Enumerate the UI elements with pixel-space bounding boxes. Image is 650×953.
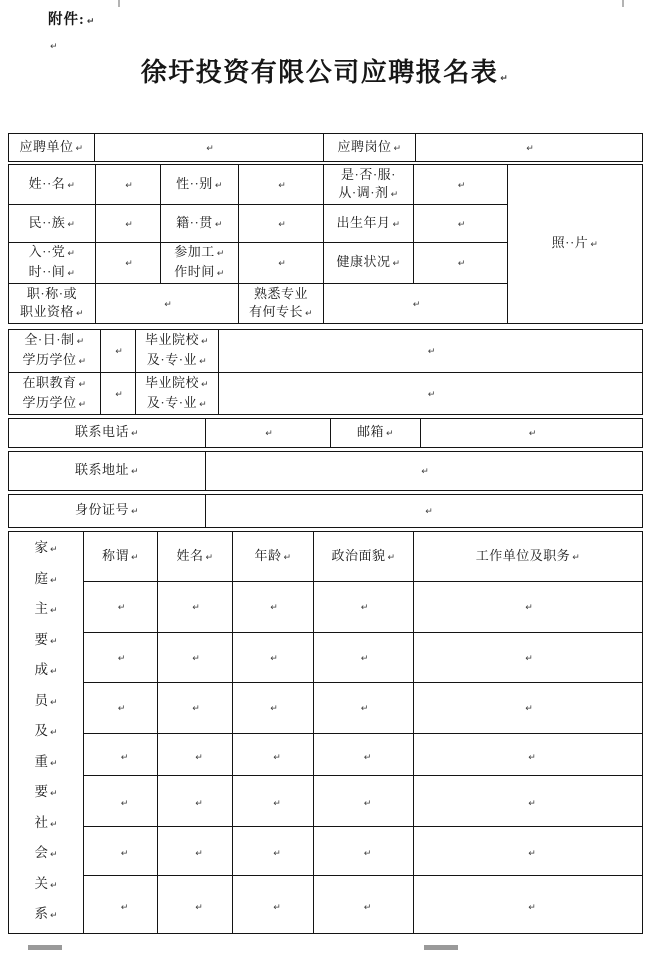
section-family-members	[8, 531, 643, 934]
field-value-gender[interactable]	[239, 165, 324, 205]
field-value-job-title-qualification[interactable]	[96, 284, 239, 324]
paragraph-mark-icon: ↵	[360, 653, 369, 664]
paragraph-mark-icon: ↵	[526, 143, 534, 154]
paragraph-mark-icon: ↵	[130, 507, 140, 517]
label-text: 在职教育	[22, 374, 77, 390]
attachment-label	[48, 8, 95, 29]
paragraph-mark-icon: ↵	[500, 74, 510, 84]
paragraph-mark-icon: ↵	[49, 880, 58, 891]
section-personal	[8, 164, 643, 324]
label-text: 参加工	[174, 244, 215, 259]
label-text: 工作单位及职务	[475, 547, 571, 563]
label-line	[136, 331, 218, 351]
paragraph-mark-icon: ↵	[278, 259, 286, 269]
section-contact-address	[8, 451, 643, 491]
label-text: 学历学位	[22, 352, 77, 367]
paragraph-mark-icon: ↵	[130, 467, 140, 477]
paragraph-mark-icon: ↵	[49, 819, 58, 830]
field-label-contact-phone	[9, 419, 206, 448]
family-cell-r5-work-unit[interactable]	[414, 776, 643, 827]
paragraph-mark-icon: ↵	[117, 704, 126, 714]
label-text: 员	[34, 692, 48, 708]
label-text: 成	[34, 662, 48, 678]
paragraph-mark-icon: ↵	[525, 653, 533, 664]
paragraph-mark-icon: ↵	[75, 143, 84, 154]
label-text: 毕业院校	[144, 374, 199, 390]
paragraph-mark-icon: ↵	[206, 143, 214, 154]
family-header-political-status	[314, 532, 414, 582]
paragraph-mark-icon: ↵	[528, 799, 536, 809]
paragraph-mark-icon: ↵	[117, 653, 126, 664]
label-text: 全·日·制	[24, 332, 75, 347]
paragraph-mark-icon: ↵	[115, 389, 123, 400]
paragraph-mark-icon: ↵	[49, 575, 58, 586]
field-value-ethnicity[interactable]	[96, 205, 161, 243]
label-text: 健康状况	[336, 254, 391, 269]
family-cell-r5-relation[interactable]	[84, 776, 158, 827]
family-cell-r6-name[interactable]	[158, 827, 233, 876]
family-cell-r2-relation[interactable]	[84, 633, 158, 683]
family-cell-r1-age[interactable]	[233, 582, 314, 633]
paragraph-mark-icon: ↵	[49, 545, 58, 556]
field-label-job-title-qualification	[9, 284, 96, 324]
field-label-birth-date	[324, 205, 414, 243]
paragraph-mark-icon: ↵	[273, 849, 281, 859]
paragraph-mark-icon: ↵	[130, 429, 140, 439]
field-label-applying-position	[324, 134, 416, 162]
paragraph-mark-icon: ↵	[572, 552, 581, 563]
label-line	[136, 374, 218, 394]
side-label-char	[9, 748, 83, 779]
family-cell-r7-name[interactable]	[158, 876, 233, 934]
label-text: 要	[34, 631, 48, 647]
paragraph-mark-icon: ↵	[49, 606, 58, 617]
paragraph-mark-icon: ↵	[265, 429, 273, 439]
photo-cell[interactable]	[508, 165, 643, 324]
paragraph-mark-icon: ↵	[363, 902, 372, 913]
text-boundary-mark	[118, 0, 120, 7]
paragraph-mark-icon: ↵	[120, 849, 129, 859]
paragraph-mark-icon: ↵	[125, 259, 133, 269]
paragraph-mark-icon: ↵	[49, 850, 58, 861]
paragraph-mark-icon: ↵	[278, 219, 286, 230]
label-text: 出生年月	[336, 214, 391, 230]
paragraph-mark-icon: ↵	[49, 667, 58, 678]
label-text: 籍··贯	[176, 214, 213, 230]
paragraph-mark-icon: ↵	[49, 728, 58, 739]
family-row	[9, 827, 643, 876]
label-line	[9, 285, 95, 303]
field-label-id-number	[9, 495, 206, 528]
paragraph-mark-icon: ↵	[205, 552, 214, 563]
label-text: 及	[34, 723, 48, 739]
side-label-char	[9, 595, 83, 626]
field-value-inservice-education-degree[interactable]	[101, 373, 136, 415]
label-line	[239, 285, 323, 303]
label-text: 时··间	[28, 264, 66, 279]
paragraph-mark-icon: ↵	[75, 308, 85, 319]
paragraph-mark-icon: ↵	[392, 219, 401, 230]
paragraph-mark-icon: ↵	[412, 299, 421, 310]
paragraph-mark-icon: ↵	[427, 389, 436, 400]
field-label-gender	[161, 165, 239, 205]
label-text: 家	[34, 540, 48, 556]
paragraph-mark-icon: ↵	[49, 636, 58, 647]
paragraph-mark-icon: ↵	[528, 429, 537, 439]
label-text: 要	[34, 784, 48, 800]
paragraph-mark-icon: ↵	[49, 911, 58, 922]
family-cell-r6-work-unit[interactable]	[414, 827, 643, 876]
paragraph-mark-icon: ↵	[125, 180, 133, 191]
field-value-obey-adjustment[interactable]	[414, 165, 508, 205]
paragraph-mark-icon: ↵	[67, 219, 76, 230]
paragraph-mark-icon: ↵	[195, 849, 203, 859]
paragraph-mark-icon: ↵	[67, 249, 76, 259]
label-line	[9, 331, 100, 351]
family-row	[9, 876, 643, 934]
label-line	[324, 184, 413, 204]
family-cell-r6-relation[interactable]	[84, 827, 158, 876]
paragraph-mark-icon: ↵	[199, 399, 208, 410]
paragraph-mark-icon: ↵	[528, 752, 536, 763]
field-value-inservice-school-major[interactable]	[219, 373, 643, 415]
paragraph-mark-icon: ↵	[164, 299, 172, 310]
label-text: 邮箱	[356, 424, 384, 439]
label-line	[9, 243, 95, 263]
family-header-relation	[84, 532, 158, 582]
family-cell-r3-political-status[interactable]	[314, 683, 414, 734]
paragraph-mark-icon: ↵	[192, 603, 200, 613]
section-applying	[8, 133, 643, 162]
family-cell-r3-relation[interactable]	[84, 683, 158, 734]
section-contact-phone	[8, 418, 643, 448]
family-cell-r4-relation[interactable]	[84, 734, 158, 776]
paragraph-mark-icon: ↵	[125, 219, 133, 230]
paragraph-mark-icon: ↵	[115, 347, 123, 357]
paragraph-mark-icon: ↵	[427, 347, 436, 357]
family-cell-r2-name[interactable]	[158, 633, 233, 683]
family-cell-r6-age[interactable]	[233, 827, 314, 876]
paragraph-mark-icon: ↵	[273, 752, 281, 763]
family-cell-r3-name[interactable]	[158, 683, 233, 734]
paragraph-mark-icon: ↵	[76, 337, 85, 347]
field-value-contact-phone[interactable]	[206, 419, 331, 448]
field-value-applying-position[interactable]	[416, 134, 643, 162]
label-text: 作时间	[174, 264, 215, 279]
field-value-work-start-time[interactable]	[239, 243, 324, 284]
side-label-char	[9, 656, 83, 687]
section-education	[8, 329, 643, 415]
label-text: 身份证号	[74, 502, 129, 517]
paragraph-mark-icon: ↵	[214, 219, 223, 230]
side-label-char	[9, 778, 83, 809]
field-label-email	[331, 419, 421, 448]
label-text: 庭	[34, 570, 48, 586]
field-value-contact-address[interactable]	[206, 452, 643, 491]
label-line	[324, 166, 413, 184]
paragraph-mark-icon: ↵	[528, 902, 536, 913]
paragraph-mark-icon: ↵	[457, 180, 466, 191]
label-text: 从·调·剂	[338, 184, 389, 200]
label-text: 性··别	[176, 175, 213, 191]
paragraph-mark-icon: ↵	[270, 704, 278, 714]
label-text: 联系电话	[74, 424, 129, 439]
family-row	[9, 734, 643, 776]
field-value-email[interactable]	[421, 419, 643, 448]
paragraph-mark-icon: ↵	[457, 259, 466, 269]
paragraph-mark-icon: ↵	[67, 269, 76, 279]
paragraph-mark-icon: ↵	[590, 240, 599, 250]
field-value-fulltime-school-major[interactable]	[219, 330, 643, 373]
field-value-specialty[interactable]	[324, 284, 508, 324]
attachment-text: 附件:	[48, 12, 85, 28]
paragraph-mark-icon: ↵	[67, 180, 76, 191]
field-value-id-number[interactable]	[206, 495, 643, 528]
family-cell-r4-name[interactable]	[158, 734, 233, 776]
paragraph-mark-icon: ↵	[50, 42, 58, 52]
label-text: 重	[34, 753, 48, 769]
label-text: 年龄	[254, 547, 282, 563]
field-value-fulltime-education-degree[interactable]	[101, 330, 136, 373]
section-id-number	[8, 494, 643, 528]
field-label-obey-adjustment	[324, 165, 414, 205]
paragraph-mark-icon: ↵	[195, 799, 203, 809]
text-boundary-mark	[622, 0, 624, 7]
paragraph-mark-icon: ↵	[278, 180, 286, 191]
label-text: 姓··名	[28, 175, 66, 191]
paragraph-mark-icon: ↵	[195, 902, 203, 913]
field-label-health-status	[324, 243, 414, 284]
text-boundary-mark	[424, 945, 458, 950]
family-cell-r4-work-unit[interactable]	[414, 734, 643, 776]
label-text: 职·称·或	[26, 285, 78, 301]
label-text: 称谓	[101, 547, 129, 563]
field-label-inservice-school-major	[136, 373, 219, 415]
label-text: 是·否·服·	[341, 166, 396, 182]
paragraph-mark-icon: ↵	[120, 902, 129, 913]
field-label-applying-unit	[9, 134, 95, 162]
paragraph-mark-icon: ↵	[78, 399, 87, 410]
family-header-work-unit-position	[414, 532, 643, 582]
label-text: 系	[34, 906, 48, 922]
field-label-name	[9, 165, 96, 205]
paragraph-mark-icon: ↵	[49, 697, 58, 708]
paragraph-mark-icon: ↵	[457, 219, 466, 230]
paragraph-mark-icon: ↵	[528, 849, 536, 859]
paragraph-mark-icon: ↵	[192, 704, 200, 714]
label-line	[9, 374, 100, 394]
paragraph-mark-icon: ↵	[120, 799, 129, 809]
label-text: 及·专·业	[146, 394, 198, 410]
field-label-contact-address	[9, 452, 206, 491]
paragraph-mark-icon: ↵	[525, 603, 533, 613]
family-cell-r1-work-unit[interactable]	[414, 582, 643, 633]
side-label-char	[9, 809, 83, 840]
side-label-char	[9, 565, 83, 596]
label-text: 学历学位	[22, 394, 77, 410]
family-cell-r2-work-unit[interactable]	[414, 633, 643, 683]
label-text: 应聘单位	[19, 138, 74, 154]
family-cell-r2-age[interactable]	[233, 633, 314, 683]
side-label-char	[9, 626, 83, 657]
paragraph-mark-icon: ↵	[425, 507, 433, 517]
label-line	[136, 394, 218, 414]
paragraph-mark-icon: ↵	[304, 308, 314, 319]
label-line	[136, 351, 218, 371]
field-label-ethnicity	[9, 205, 96, 243]
field-label-specialty	[239, 284, 324, 324]
family-row	[9, 633, 643, 683]
side-label-char	[9, 687, 83, 718]
field-label-work-start-time	[161, 243, 239, 284]
paragraph-mark-icon: ↵	[273, 902, 281, 913]
family-section-label	[9, 532, 84, 934]
paragraph-mark-icon: ↵	[363, 799, 372, 809]
label-line	[9, 263, 95, 283]
label-text: 毕业院校	[144, 332, 199, 347]
field-value-applying-unit[interactable]	[95, 134, 324, 162]
label-text: 主	[34, 601, 48, 617]
paragraph-mark-icon: ↵	[49, 758, 58, 769]
paragraph-mark-icon: ↵	[195, 752, 203, 763]
family-cell-r5-name[interactable]	[158, 776, 233, 827]
field-value-party-join-time[interactable]	[96, 243, 161, 284]
family-cell-r7-political-status[interactable]	[314, 876, 414, 934]
paragraph-mark-icon: ↵	[421, 467, 429, 477]
family-cell-r1-relation[interactable]	[84, 582, 158, 633]
field-label-party-join-time	[9, 243, 96, 284]
field-label-fulltime-education-degree	[9, 330, 101, 373]
label-text: 有何专长	[248, 303, 303, 319]
paragraph-mark-icon: ↵	[86, 17, 96, 27]
paragraph-mark-icon: ↵	[360, 704, 369, 714]
family-row	[9, 776, 643, 827]
label-text: 关	[34, 875, 48, 891]
family-cell-r3-work-unit[interactable]	[414, 683, 643, 734]
family-header-name	[158, 532, 233, 582]
label-line	[9, 303, 95, 323]
label-line	[239, 303, 323, 323]
family-cell-r2-political-status[interactable]	[314, 633, 414, 683]
family-cell-r4-age[interactable]	[233, 734, 314, 776]
paragraph-mark-icon: ↵	[216, 249, 225, 259]
field-value-native-place[interactable]	[239, 205, 324, 243]
label-text: 熟悉专业	[253, 285, 308, 301]
family-cell-r4-political-status[interactable]	[314, 734, 414, 776]
family-cell-r5-age[interactable]	[233, 776, 314, 827]
paragraph-mark-icon: ↵	[199, 357, 208, 367]
paragraph-mark-icon: ↵	[78, 379, 87, 390]
field-label-inservice-education-degree	[9, 373, 101, 415]
paragraph-mark-icon: ↵	[200, 379, 210, 390]
label-text: 民··族	[28, 214, 66, 230]
family-row	[9, 683, 643, 734]
paragraph-mark-icon: ↵	[270, 603, 278, 613]
paragraph-mark-icon: ↵	[273, 799, 281, 809]
paragraph-mark-icon: ↵	[392, 259, 401, 269]
family-cell-r7-age[interactable]	[233, 876, 314, 934]
label-text: 会	[34, 845, 48, 861]
label-line	[161, 243, 238, 263]
field-label-fulltime-school-major	[136, 330, 219, 373]
label-line	[9, 394, 100, 414]
paragraph-mark-icon: ↵	[390, 189, 399, 200]
label-text: 姓名	[176, 547, 204, 563]
family-cell-r5-political-status[interactable]	[314, 776, 414, 827]
family-cell-r7-work-unit[interactable]	[414, 876, 643, 934]
family-cell-r6-political-status[interactable]	[314, 827, 414, 876]
paragraph-mark-icon: ↵	[117, 603, 126, 613]
label-text: 政治面貌	[331, 547, 386, 563]
paragraph-mark-icon: ↵	[363, 752, 372, 763]
family-row	[9, 582, 643, 633]
paragraph-mark-icon: ↵	[214, 180, 223, 191]
form-title-text: 徐圩投资有限公司应聘报名表	[140, 58, 499, 87]
paragraph-mark-icon: ↵	[283, 552, 292, 563]
paragraph-mark-icon: ↵	[387, 552, 396, 563]
family-header-age	[233, 532, 314, 582]
form-title	[0, 52, 650, 89]
paragraph-mark-icon: ↵	[49, 789, 58, 800]
paragraph-mark-icon: ↵	[192, 653, 200, 664]
side-label-char	[9, 534, 83, 565]
family-cell-r3-age[interactable]	[233, 683, 314, 734]
paragraph-mark-icon: ↵	[360, 603, 369, 613]
paragraph-mark-icon: ↵	[385, 429, 395, 439]
side-label-char	[9, 717, 83, 748]
label-text: 职业资格	[19, 303, 74, 319]
family-cell-r1-political-status[interactable]	[314, 582, 414, 633]
field-label-native-place	[161, 205, 239, 243]
paragraph-mark-icon: ↵	[393, 143, 402, 154]
side-label-char	[9, 839, 83, 870]
label-text: 应聘岗位	[337, 138, 392, 154]
label-text: 社	[34, 814, 48, 830]
side-label-char	[9, 870, 83, 901]
field-value-health-status[interactable]	[414, 243, 508, 284]
paragraph-mark-icon: ↵	[216, 269, 225, 279]
label-text: 联系地址	[74, 462, 129, 477]
field-value-name[interactable]	[96, 165, 161, 205]
field-value-birth-date[interactable]	[414, 205, 508, 243]
paragraph-mark-icon: ↵	[363, 849, 372, 859]
label-line	[9, 351, 100, 371]
paragraph-mark-icon: ↵	[200, 337, 210, 347]
paragraph-mark-icon: ↵	[120, 752, 129, 763]
label-line	[161, 263, 238, 283]
label-text: 照··片	[551, 235, 589, 250]
text-boundary-mark	[28, 945, 62, 950]
paragraph-mark-icon: ↵	[130, 552, 140, 563]
paragraph-mark-icon: ↵	[525, 704, 533, 714]
label-text: 入··党	[28, 244, 66, 259]
family-cell-r7-relation[interactable]	[84, 876, 158, 934]
side-label-char	[9, 900, 83, 931]
label-text: 及·专·业	[146, 352, 198, 367]
paragraph-mark-icon: ↵	[270, 653, 278, 664]
family-cell-r1-name[interactable]	[158, 582, 233, 633]
paragraph-mark-icon: ↵	[78, 357, 87, 367]
